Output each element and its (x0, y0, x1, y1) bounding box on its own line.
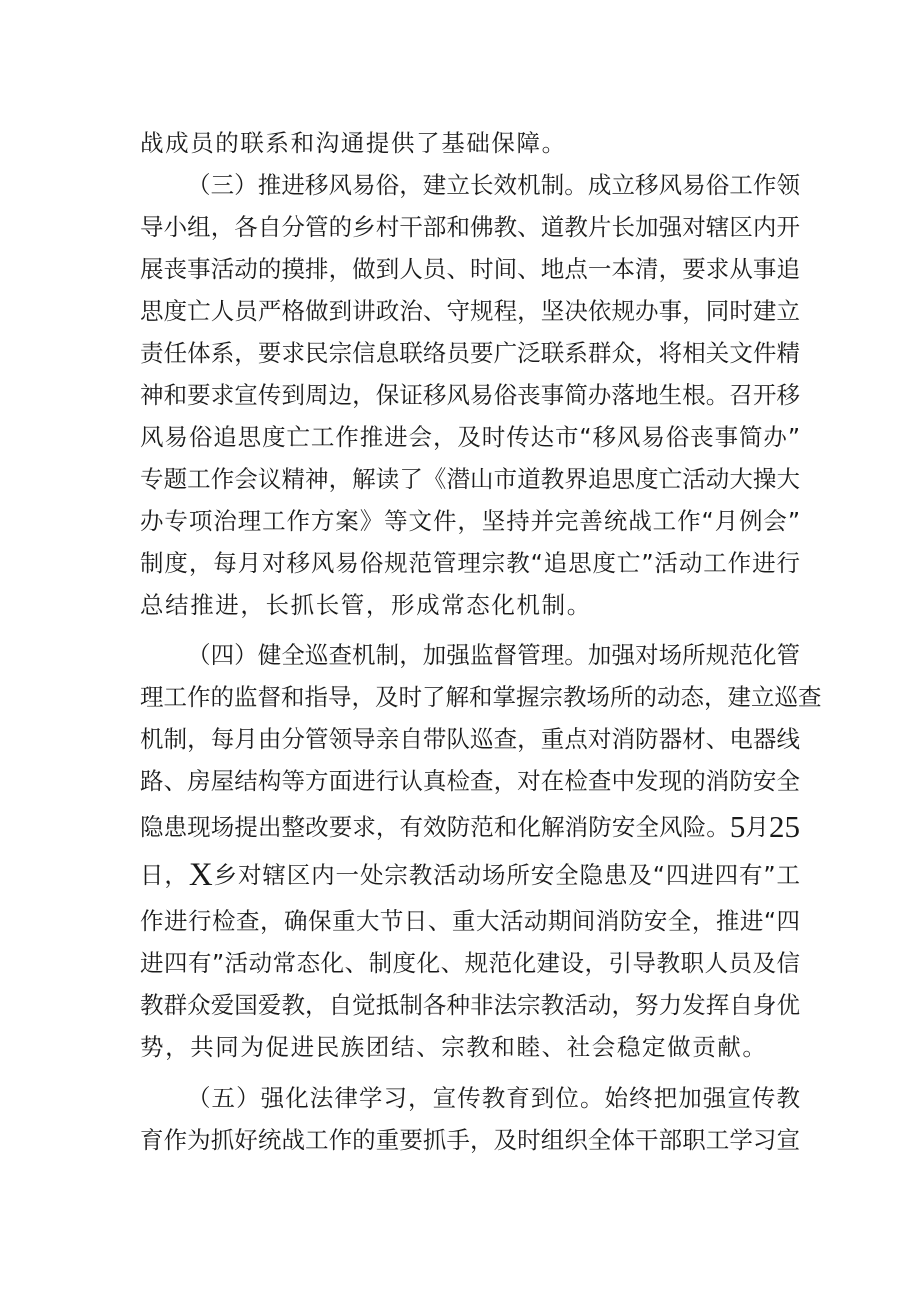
paragraph-line-with-date (140, 804, 800, 850)
paragraph-line: （四）健全巡查机制，加强监督管理。加强对场所规范化管 (187, 641, 800, 669)
paragraph-line: 展丧事活动的摸排，做到人员、时间、地点一本清，要求从事追 (140, 255, 800, 283)
paragraph-line: 战成员的联系和沟通提供了基础保障。 (140, 129, 567, 157)
line-text: 隐患现场提出整改要求，有效防范和化解消防安全风险。 (140, 813, 730, 841)
paragraph-line: 神和要求宣传到周边，保证移风易俗丧事简办落地生根。召开移 (140, 381, 800, 409)
month-char: 月 (745, 813, 770, 841)
day-char: 日， (140, 861, 189, 889)
paragraph-line: 责任体系，要求民宗信息联络员要广泛联系群众，将相关文件精 (140, 339, 800, 367)
paragraph-line: 作进行检查，确保重大节日、重大活动期间消防安全，推进“四 (140, 907, 800, 935)
paragraph-line: 风易俗追思度亡工作推进会，及时传达市“移风易俗丧事简办” (140, 423, 800, 451)
paragraph-line: 教群众爱国爱教，自觉抵制各种非法宗教活动，努力发挥自身优 (140, 991, 800, 1019)
paragraph-line: 进四有”活动常态化、制度化、规范化建设，引导教职人员及信 (140, 949, 800, 977)
paragraph-line: 办专项治理工作方案》等文件，坚持并完善统战工作“月例会” (140, 507, 800, 535)
paragraph-line: 育作为抓好统战工作的重要抓手，及时组织全体干部职工学习宣 (140, 1126, 800, 1154)
date-day-number: 25 (769, 809, 801, 844)
paragraph-line: 思度亡人员严格做到讲政治、守规程，坚决依规办事，同时建立 (140, 297, 800, 325)
paragraph-line: 导小组，各自分管的乡村干部和佛教、道教片长加强对辖区内开 (140, 213, 800, 241)
date-month-number: 5 (729, 809, 746, 844)
paragraph-line: 机制，每月由分管领导亲自带队巡查，重点对消防器材、电器线 (140, 725, 800, 753)
paragraph-line: 路、房屋结构等方面进行认真检查，对在检查中发现的消防安全 (140, 767, 800, 795)
paragraph-line: （三）推进移风易俗，建立长效机制。成立移风易俗工作领 (187, 171, 800, 199)
paragraph-line: 势，共同为促进民族团结、宗教和睦、社会稳定做贡献。 (140, 1033, 768, 1061)
paragraph-line: 总结推进，长抓长管，形成常态化机制。 (140, 591, 592, 619)
paragraph-line: （五）强化法律学习，宣传教育到位。始终把加强宣传教 (187, 1084, 800, 1112)
paragraph-line: 专题工作会议精神，解读了《潜山市道教界追思度亡活动大操大 (140, 465, 800, 493)
line-text: 乡对辖区内一处宗教活动场所安全隐患及“四进四有”工 (212, 861, 801, 889)
paragraph-line: 制度，每月对移风易俗规范管理宗教“追思度亡”活动工作进行 (140, 549, 800, 577)
paragraph-line-with-name (140, 852, 800, 898)
township-letter: X (188, 857, 213, 893)
paragraph-line: 理工作的监督和指导，及时了解和掌握宗教场所的动态，建立巡查 (140, 683, 822, 711)
